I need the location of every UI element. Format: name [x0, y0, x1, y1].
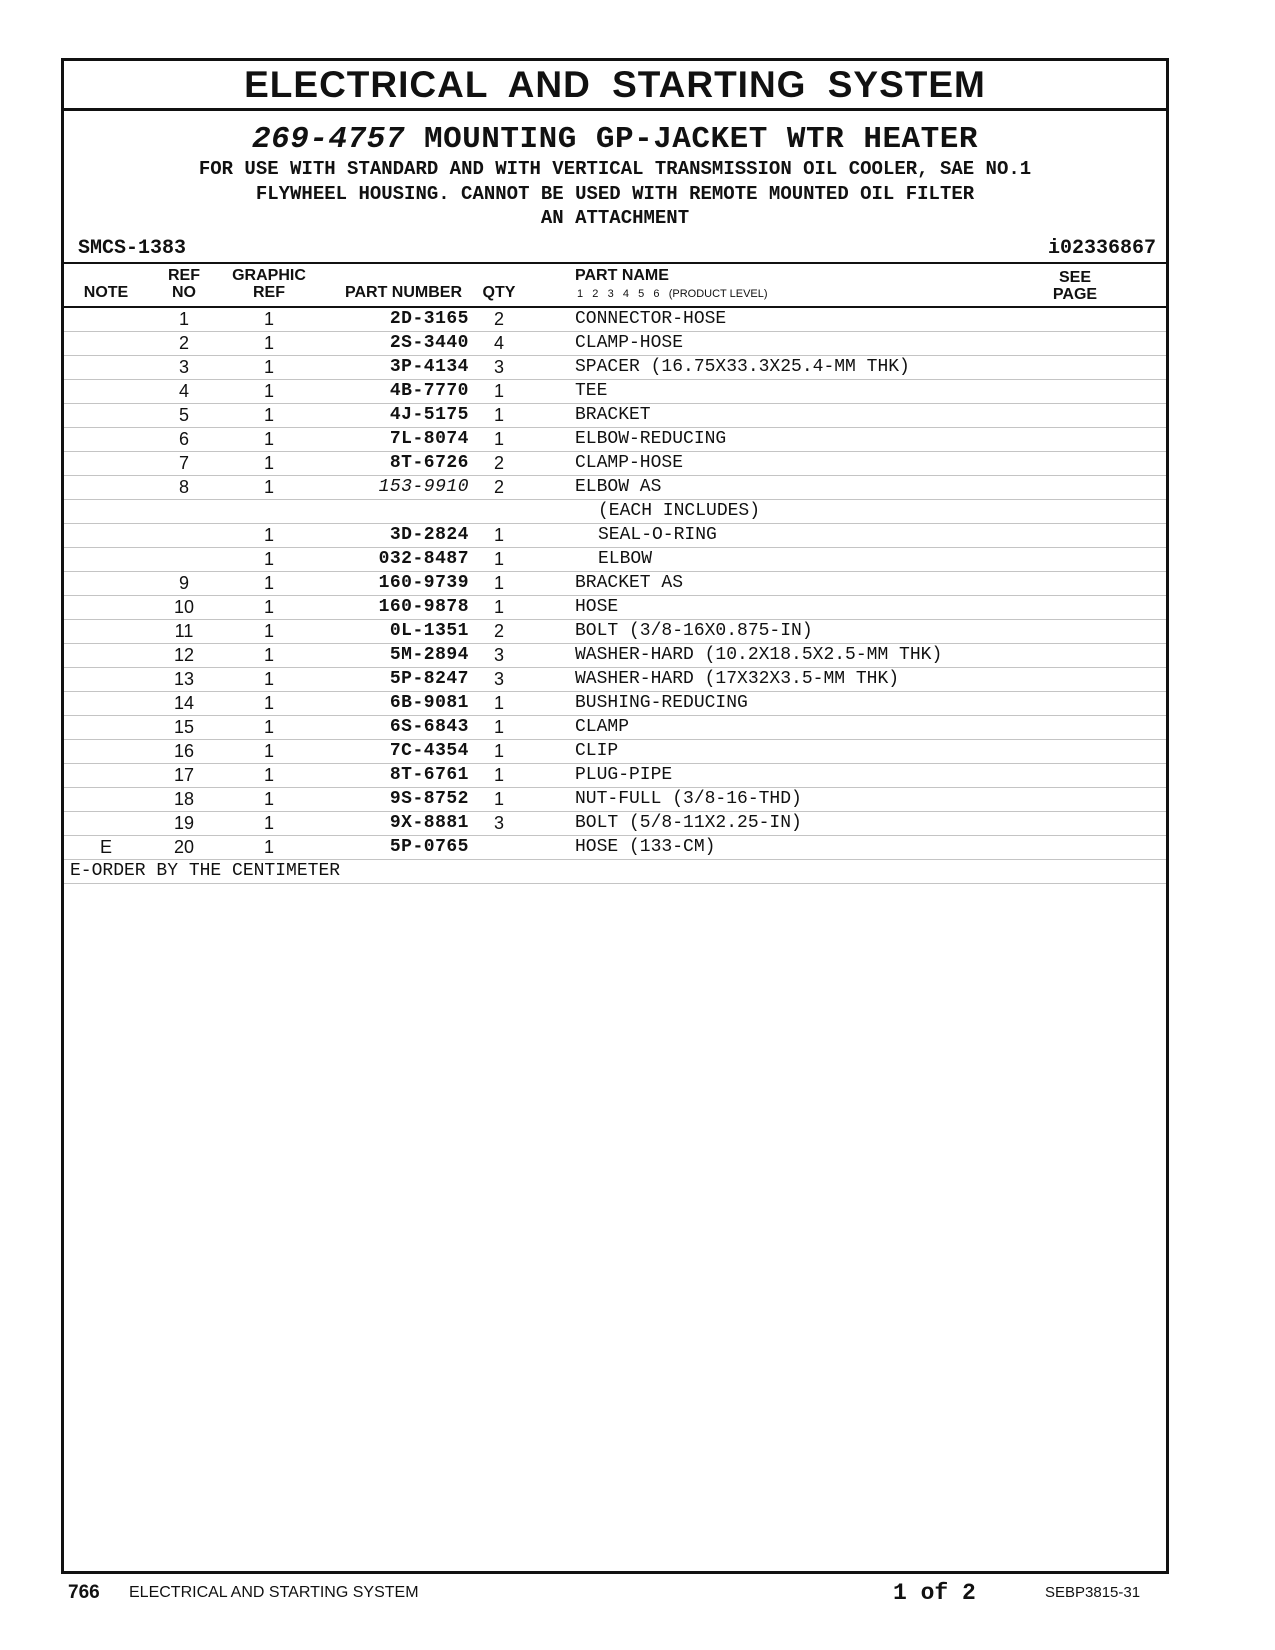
row-part-number[interactable]: 6B-9081 — [389, 692, 469, 713]
row-part-number[interactable]: 2S-3440 — [389, 332, 469, 353]
header-ref-no — [154, 267, 214, 301]
row-graphic-ref: 1 — [263, 548, 274, 569]
header-see-page — [1040, 269, 1110, 303]
row-qty: 3 — [493, 356, 504, 377]
table-row — [64, 620, 1166, 644]
row-qty: 1 — [493, 548, 504, 569]
row-ref-no: 3 — [178, 356, 189, 377]
row-ref-no: 15 — [173, 716, 195, 737]
row-graphic-ref: 1 — [263, 620, 274, 641]
header-graphic-ref-line-2: REF — [253, 283, 285, 301]
row-part-name: BRACKET — [575, 404, 651, 425]
row-ref-no: 17 — [173, 764, 195, 785]
header-qty: QTY — [482, 283, 516, 301]
row-qty: 3 — [493, 812, 504, 833]
header-see-page-line-1: SEE — [1058, 268, 1091, 286]
row-part-name: WASHER-HARD (17X32X3.5-MM THK) — [575, 668, 900, 689]
header-ref-no-line-1: REF — [168, 266, 200, 284]
row-ref-no: 20 — [173, 836, 195, 857]
row-part-name: ELBOW-REDUCING — [575, 428, 727, 449]
row-ref-no: 8 — [178, 476, 189, 497]
row-ref-no: 6 — [178, 428, 189, 449]
row-part-name: BOLT (5/8-11X2.25-IN) — [575, 812, 802, 833]
row-ref-no: 16 — [173, 740, 195, 761]
row-part-number[interactable]: 032-8487 — [378, 548, 469, 569]
row-ref-no: 12 — [173, 644, 195, 665]
row-graphic-ref: 1 — [263, 332, 274, 353]
row-graphic-ref: 1 — [263, 764, 274, 785]
table-row — [64, 812, 1166, 836]
row-part-number[interactable]: 160-9878 — [378, 596, 469, 617]
row-qty: 1 — [493, 380, 504, 401]
footer-document-id: SEBP3815-31 — [1045, 1584, 1141, 1601]
table-row — [64, 596, 1166, 620]
row-ref-no: 13 — [173, 668, 195, 689]
table-row — [64, 452, 1166, 476]
footer-section: ELECTRICAL AND STARTING SYSTEM — [129, 1584, 419, 1601]
smcs-code: SMCS-1383 — [78, 237, 187, 260]
row-graphic-ref: 1 — [263, 428, 274, 449]
row-graphic-ref: 1 — [263, 404, 274, 425]
row-part-number[interactable]: 3D-2824 — [389, 524, 469, 545]
row-graphic-ref: 1 — [263, 452, 274, 473]
row-graphic-ref: 1 — [263, 788, 274, 809]
row-part-name: ELBOW — [598, 548, 653, 569]
row-part-name: HOSE — [575, 596, 619, 617]
row-note: E — [99, 836, 112, 857]
row-ref-no: 14 — [173, 692, 195, 713]
row-ref-no: 11 — [174, 620, 194, 641]
row-qty: 1 — [493, 524, 504, 545]
header-ref-no-line-2: NO — [172, 283, 196, 301]
row-part-name: NUT-FULL (3/8-16-THD) — [575, 788, 802, 809]
footnote-text: E-ORDER BY THE CENTIMETER — [70, 860, 341, 881]
row-graphic-ref: 1 — [263, 692, 274, 713]
row-part-name: CONNECTOR-HOSE — [575, 308, 727, 329]
row-part-number[interactable]: 4B-7770 — [389, 380, 469, 401]
table-row — [64, 740, 1166, 764]
footer-sheet: 1 of 2 — [893, 1580, 976, 1606]
group-part-number[interactable]: 269-4757 — [252, 122, 405, 157]
row-part-name: CLIP — [575, 740, 619, 761]
row-part-number[interactable]: 8T-6761 — [389, 764, 469, 785]
row-ref-no: 7 — [178, 452, 189, 473]
group-header — [64, 123, 1166, 231]
row-part-number[interactable]: 5P-0765 — [389, 836, 469, 857]
table-row — [64, 428, 1166, 452]
row-qty: 4 — [493, 332, 504, 353]
row-graphic-ref: 1 — [263, 476, 274, 497]
row-part-number[interactable]: 7L-8074 — [389, 428, 469, 449]
parts-page-frame — [61, 58, 1169, 1574]
table-row — [64, 332, 1166, 356]
row-qty: 1 — [493, 740, 504, 761]
table-row — [64, 476, 1166, 500]
header-part-name: PART NAME — [575, 266, 669, 284]
row-part-name: HOSE (133-CM) — [575, 836, 716, 857]
group-description-line-2: FLYWHEEL HOUSING. CANNOT BE USED WITH REMOTE MOUNTED OIL FILTER — [255, 182, 975, 205]
table-row — [64, 716, 1166, 740]
header-note: NOTE — [83, 283, 129, 301]
footer-page-number: 766 — [68, 1582, 100, 1603]
row-graphic-ref: 1 — [263, 644, 274, 665]
row-graphic-ref: 1 — [263, 572, 274, 593]
table-row — [64, 380, 1166, 404]
row-ref-no: 9 — [178, 572, 189, 593]
table-row — [64, 524, 1166, 548]
row-part-number[interactable]: 0L-1351 — [389, 620, 469, 641]
row-part-name: SEAL-O-RING — [598, 524, 717, 545]
header-graphic-ref-line-1: GRAPHIC — [232, 266, 306, 284]
row-part-number[interactable]: 9S-8752 — [389, 788, 469, 809]
table-header — [64, 264, 1166, 308]
table-row — [64, 500, 1166, 524]
row-ref-no: 19 — [173, 812, 195, 833]
table-row — [64, 788, 1166, 812]
header-product-levels: 1 2 3 4 5 6 (PRODUCT LEVEL) — [577, 287, 768, 300]
row-qty: 1 — [493, 692, 504, 713]
row-part-number[interactable]: 5M-2894 — [389, 644, 469, 665]
row-qty: 1 — [493, 716, 504, 737]
row-qty: 1 — [493, 596, 504, 617]
row-part-number[interactable]: 8T-6726 — [389, 452, 469, 473]
row-ref-no: 18 — [173, 788, 195, 809]
header-graphic-ref — [224, 267, 314, 301]
row-qty: 2 — [493, 452, 504, 473]
row-graphic-ref: 1 — [263, 812, 274, 833]
row-part-name: BOLT (3/8-16X0.875-IN) — [575, 620, 813, 641]
header-part-number: PART NUMBER — [344, 283, 462, 301]
header-see-page-line-2: PAGE — [1052, 285, 1098, 303]
row-part-name: (EACH INCLUDES) — [598, 500, 761, 521]
row-part-name: ELBOW AS — [575, 476, 662, 497]
group-description-line-3: AN ATTACHMENT — [540, 207, 690, 229]
row-graphic-ref: 1 — [263, 836, 274, 857]
row-graphic-ref: 1 — [263, 596, 274, 617]
group-name: MOUNTING GP-JACKET WTR HEATER — [423, 122, 978, 157]
row-graphic-ref: 1 — [263, 668, 274, 689]
meta-row — [64, 236, 1166, 264]
table-row — [64, 572, 1166, 596]
table-row — [64, 836, 1166, 860]
section-title: ELECTRICAL AND STARTING SYSTEM — [64, 61, 1166, 111]
row-part-name: CLAMP-HOSE — [575, 332, 684, 353]
row-part-number[interactable]: 7C-4354 — [389, 740, 469, 761]
table-row — [64, 764, 1166, 788]
page-footer — [0, 1578, 1275, 1608]
row-part-name: TEE — [575, 380, 608, 401]
row-ref-no: 5 — [178, 404, 189, 425]
row-graphic-ref: 1 — [263, 740, 274, 761]
table-row — [64, 356, 1166, 380]
row-part-name: SPACER (16.75X33.3X25.4-MM THK) — [575, 356, 910, 377]
illustration-id: i02336867 — [1047, 237, 1156, 260]
row-part-number[interactable]: 4J-5175 — [389, 404, 469, 425]
row-part-number[interactable]: 160-9739 — [378, 572, 469, 593]
row-ref-no: 4 — [178, 380, 189, 401]
row-part-number[interactable]: 2D-3165 — [389, 308, 469, 329]
row-graphic-ref: 1 — [263, 716, 274, 737]
row-part-name: WASHER-HARD (10.2X18.5X2.5-MM THK) — [575, 644, 943, 665]
row-qty: 3 — [493, 668, 504, 689]
parts-table-body — [64, 308, 1166, 860]
row-graphic-ref: 1 — [263, 524, 274, 545]
group-description-line-1: FOR USE WITH STANDARD AND WITH VERTICAL TRANSMISSION OIL COOLER, SAE NO.1 — [198, 158, 1032, 180]
table-row — [64, 404, 1166, 428]
table-row — [64, 668, 1166, 692]
row-part-name: CLAMP — [575, 716, 630, 737]
row-part-name: BRACKET AS — [575, 572, 684, 593]
row-qty: 3 — [493, 644, 504, 665]
row-qty: 1 — [493, 764, 504, 785]
row-qty: 2 — [493, 476, 504, 497]
footnote — [64, 860, 1166, 884]
row-part-name: PLUG-PIPE — [575, 764, 673, 785]
row-graphic-ref: 1 — [263, 308, 274, 329]
row-part-number[interactable]: 3P-4134 — [389, 356, 469, 377]
row-qty: 2 — [493, 308, 504, 329]
row-graphic-ref: 1 — [263, 380, 274, 401]
row-qty: 1 — [493, 404, 504, 425]
row-part-name: CLAMP-HOSE — [575, 452, 684, 473]
group-title — [64, 123, 1166, 157]
row-part-number[interactable]: 6S-6843 — [389, 716, 469, 737]
table-row — [64, 548, 1166, 572]
table-row — [64, 644, 1166, 668]
row-ref-no: 10 — [173, 596, 195, 617]
row-ref-no: 1 — [178, 308, 189, 329]
row-qty: 2 — [493, 620, 504, 641]
row-qty: 1 — [493, 428, 504, 449]
row-part-number[interactable]: 9X-8881 — [389, 812, 469, 833]
row-ref-no: 2 — [178, 332, 189, 353]
row-part-number[interactable]: 5P-8247 — [389, 668, 469, 689]
row-qty: 1 — [493, 572, 504, 593]
table-row — [64, 308, 1166, 332]
row-part-name: BUSHING-REDUCING — [575, 692, 748, 713]
row-qty: 1 — [493, 788, 504, 809]
table-row — [64, 692, 1166, 716]
row-graphic-ref: 1 — [263, 356, 274, 377]
row-part-number[interactable]: 153-9910 — [378, 476, 469, 497]
